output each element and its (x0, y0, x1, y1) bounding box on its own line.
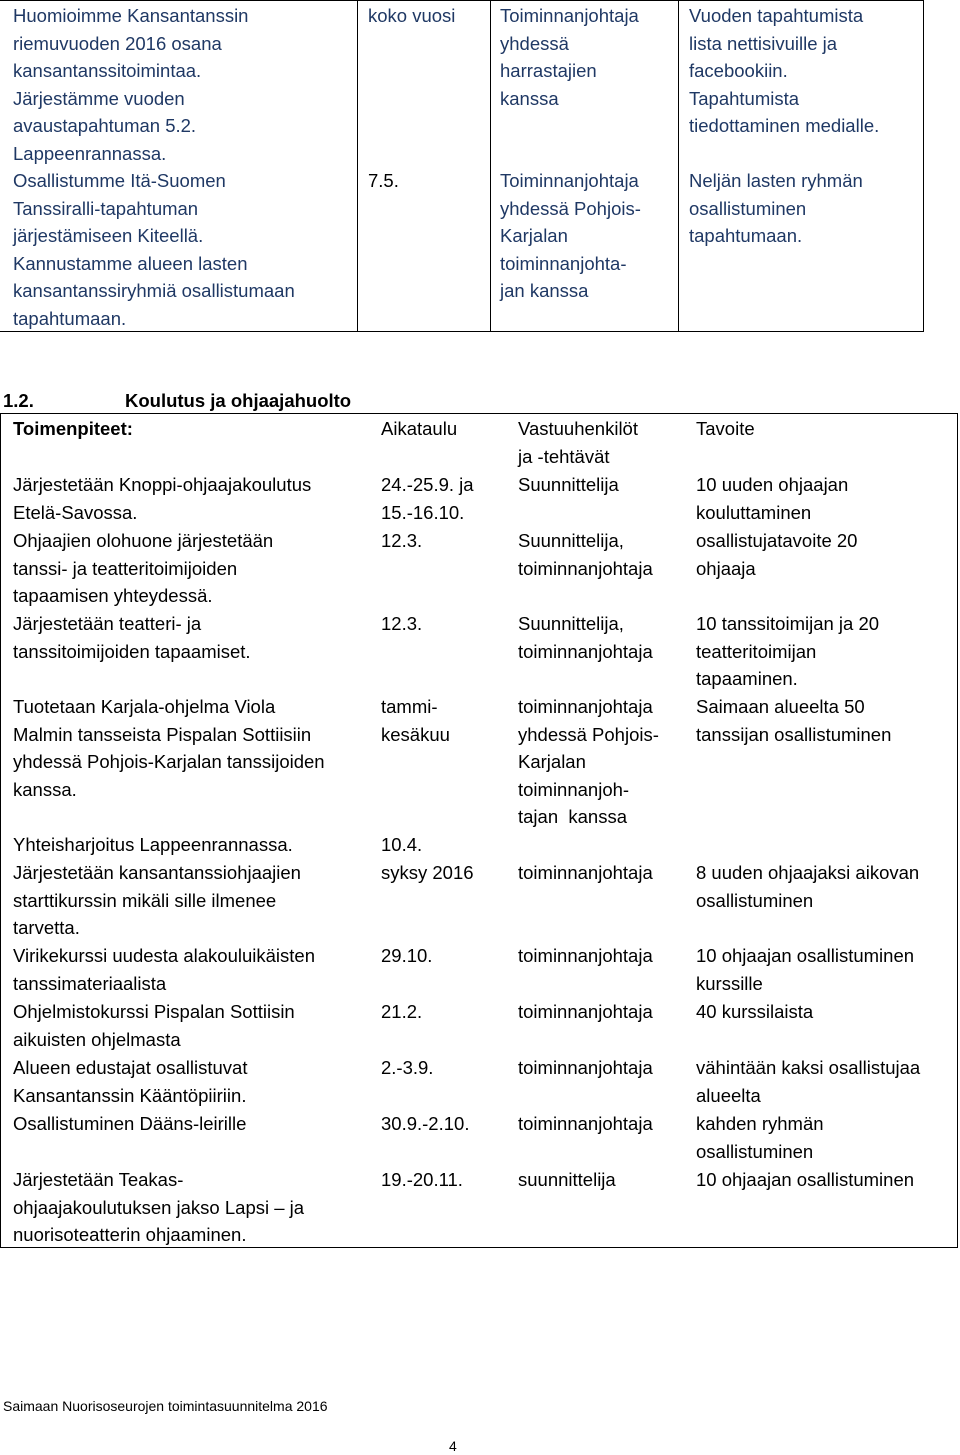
cell-line: yhdessä Pohjois- (518, 723, 659, 745)
cell-line: Osallistuminen Dääns-leirille (13, 1113, 247, 1134)
cell-line: tiedottaminen medialle. (689, 115, 880, 136)
cell-line: Karjalan (500, 225, 568, 246)
cell-line: Järjestämme vuoden (13, 87, 185, 109)
cell-line: aikuisten ohjelmasta (13, 1028, 181, 1050)
cell-line: 10 tanssitoimijan ja 20 (696, 613, 880, 634)
cell-line: tanssitoimijoiden tapaamiset. (13, 640, 251, 662)
header-schedule: Aikataulu (381, 418, 458, 439)
cell-line: tajan kanssa (518, 806, 628, 827)
cell-line: toiminnanjoh- (518, 778, 630, 800)
cell-line: 7.5. (368, 170, 399, 191)
cell-line: Kansantanssin Kääntöpiiriin. (13, 1084, 247, 1106)
section-number: 1.2. (3, 390, 34, 411)
cell-line: 30.9.-2.10. (381, 1113, 470, 1134)
cell-line: osallistujatavoite 20 (696, 530, 858, 551)
cell-line: vähintään kaksi osallistujaa (696, 1057, 921, 1078)
cell-line: tanssijan osallistuminen (696, 723, 892, 745)
cell-line: 10 ohjaajan osallistuminen (696, 945, 915, 966)
cell-line: tapaaminen. (696, 668, 798, 689)
cell-line: toiminnanjohtaja (518, 696, 653, 717)
cell-line: Yhteisharjoitus Lappeenrannassa. (13, 834, 293, 855)
cell-line: yhdessä (500, 32, 569, 54)
cell-line: 24.-25.9. ja (381, 474, 474, 495)
cell-line: Järjestetään Teakas- (13, 1169, 184, 1190)
cell-line: yhdessä Pohjois- (500, 197, 641, 219)
cell-line: osallistuminen (689, 197, 807, 219)
cell-line: Virikekurssi uudesta alakouluikäisten (13, 945, 315, 966)
cell-line: harrastajien (500, 60, 597, 81)
cell-line: Suunnittelija, (518, 613, 624, 634)
cell-line: teatteritoimijan (696, 640, 817, 662)
cell-line: Etelä-Savossa. (13, 501, 138, 523)
cell-line: Karjalan (518, 751, 586, 772)
cell-line: tapaamisen yhteydessä. (13, 585, 213, 606)
cell-line: 10 uuden ohjaajan (696, 474, 849, 495)
cell-line: 19.-20.11. (381, 1169, 463, 1190)
cell-line: Malmin tansseista Pispalan Sottiisiin (13, 723, 312, 745)
cell-line: 12.3. (381, 613, 423, 634)
cell-line: Suunnittelija, (518, 530, 624, 551)
cell-line: toiminnanjohtaja (518, 945, 653, 966)
cell-line: toiminnanjohtaja (518, 1113, 653, 1134)
cell-line: Ohjelmistokurssi Pispalan Sottiisin (13, 1001, 295, 1022)
cell-line: Toiminnanjohtaja (500, 170, 639, 191)
cell-line: Suunnittelija (518, 474, 619, 495)
cell-line: tammi- (381, 696, 438, 717)
cell-line: osallistuminen (696, 889, 814, 911)
cell-line: Alueen edustajat osallistuvat (13, 1057, 248, 1078)
cell-line: jan kanssa (500, 280, 589, 301)
cell-line: Tapahtumista (689, 87, 800, 109)
cell-line: kesäkuu (381, 723, 450, 745)
page-number: 4 (449, 1438, 457, 1454)
cell-line: Huomioimme Kansantanssin (13, 5, 249, 26)
cell-line: tapahtumaan. (689, 225, 803, 246)
cell-line: kurssille (696, 972, 763, 994)
cell-line: facebookiin. (689, 60, 788, 81)
cell-line: 21.2. (381, 1001, 423, 1022)
cell-line: Osallistumme Itä-Suomen (13, 170, 226, 191)
cell-line: Järjestetään teatteri- ja (13, 613, 202, 634)
cell-line: toiminnanjohtaja (518, 1057, 653, 1078)
cell-line: riemuvuoden 2016 osana (13, 32, 222, 54)
cell-line: tapahtumaan. (13, 307, 127, 329)
cell-line: Tuotetaan Karjala-ohjelma Viola (13, 696, 276, 717)
cell-line: Järjestetään kansantanssiohjaajien (13, 862, 301, 883)
cell-line: ohjaaja (696, 557, 756, 579)
cell-line: suunnittelija (518, 1169, 616, 1190)
cell-line: nuorisoteatterin ohjaaminen. (13, 1224, 247, 1245)
cell-line: kansantanssiryhmiä osallistumaan (13, 280, 295, 301)
cell-line: toiminnanjohtaja (518, 640, 653, 662)
footer-text: Saimaan Nuorisoseurojen toimintasuunnitelma 2016 (3, 1398, 328, 1414)
cell-line: Tanssiralli-tapahtuman (13, 197, 199, 219)
cell-line: osallistuminen (696, 1140, 814, 1162)
header-action: Toimenpiteet: (13, 418, 133, 439)
cell-line: Toiminnanjohtaja (500, 5, 639, 26)
cell-line: Lappeenrannassa. (13, 142, 167, 164)
cell-line: tarvetta. (13, 917, 80, 938)
cell-line: Vuoden tapahtumista (689, 5, 864, 26)
cell-line: starttikurssin mikäli sille ilmenee (13, 889, 277, 911)
cell-line: Neljän lasten ryhmän (689, 170, 863, 191)
cell-line: 10 ohjaajan osallistuminen (696, 1169, 915, 1190)
cell-line: toiminnanjohtaja (518, 1001, 653, 1022)
cell-line: 40 kurssilaista (696, 1001, 814, 1022)
cell-line: toiminnanjohtaja (518, 862, 653, 883)
header-responsible: ja -tehtävät (518, 445, 610, 467)
cell-line: kansantanssitoimintaa. (13, 60, 202, 81)
cell-line: yhdessä Pohjois-Karjalan tanssijoiden (13, 751, 325, 772)
cell-line: kahden ryhmän (696, 1113, 824, 1134)
cell-line: 15.-16.10. (381, 501, 465, 523)
header-responsible: Vastuuhenkilöt (518, 418, 638, 439)
cell-line: ohjaajakoulutuksen jakso Lapsi – ja (13, 1196, 305, 1218)
cell-line: tanssimateriaalista (13, 972, 167, 994)
cell-line: toiminnanjohtaja (518, 557, 653, 579)
section-title: Koulutus ja ohjaajahuolto (125, 390, 352, 411)
cell-line: avaustapahtuman 5.2. (13, 115, 197, 136)
cell-line: 2.-3.9. (381, 1057, 434, 1078)
cell-line: Saimaan alueelta 50 (696, 696, 865, 717)
cell-line: 12.3. (381, 530, 423, 551)
cell-line: kanssa (500, 87, 559, 109)
cell-line: alueelta (696, 1084, 761, 1106)
cell-line: lista nettisivuille ja (689, 32, 838, 54)
cell-line: Järjestetään Knoppi-ohjaajakoulutus (13, 474, 312, 495)
cell-line: Kannustamme alueen lasten (13, 252, 248, 274)
cell-line: kanssa. (13, 778, 77, 800)
cell-line: toiminnanjohta- (500, 252, 627, 274)
cell-line: kouluttaminen (696, 501, 812, 523)
cell-line: 29.10. (381, 945, 433, 966)
cell-line: tanssi- ja teatteritoimijoiden (13, 557, 238, 579)
cell-line: 8 uuden ohjaajaksi aikovan (696, 862, 920, 883)
header-goal: Tavoite (696, 418, 755, 439)
cell-line: Ohjaajien olohuone järjestetään (13, 530, 274, 551)
cell-line: koko vuosi (368, 5, 456, 26)
cell-line: syksy 2016 (381, 862, 474, 883)
cell-line: järjestämiseen Kiteellä. (13, 225, 204, 246)
cell-line: 10.4. (381, 834, 423, 855)
